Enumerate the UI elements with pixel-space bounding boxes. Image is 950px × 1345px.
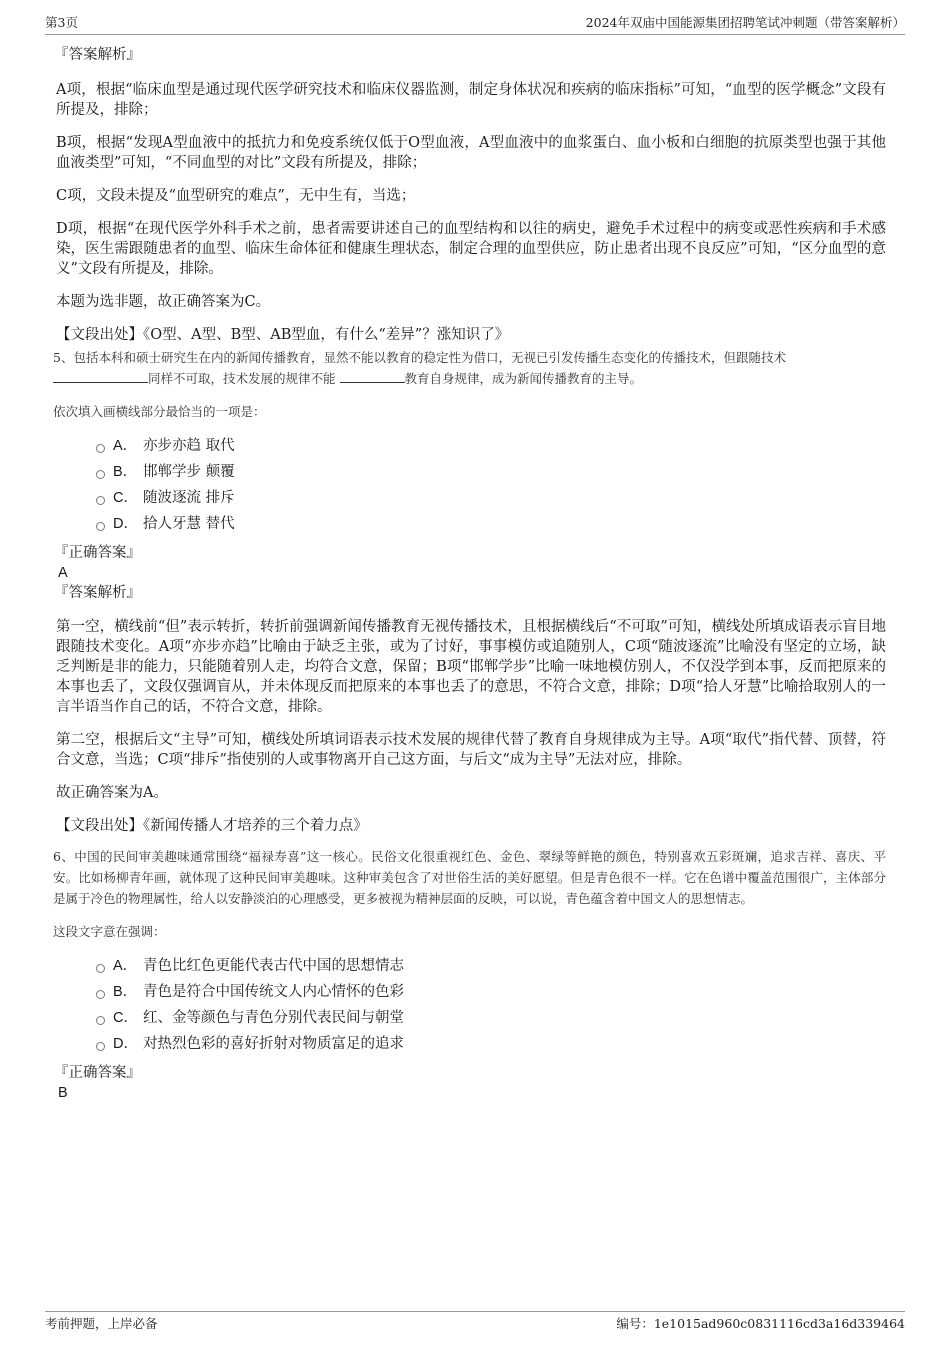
correct-answer: A	[58, 565, 68, 581]
radio-icon[interactable]	[96, 1042, 105, 1051]
analysis-paragraph: D项，根据“在现代医学外科手术之前，患者需要讲述自己的血型结构和以往的病史，避免手术过程中的病变或恶性疾病和手术感染，医生需跟随患者的血型、临床生命体征和健康生理状态，制定合理的血型供应，防止患者出现不良反应”可知，“区分血型的意义”文段有所提及，排除。	[56, 221, 886, 277]
option-a[interactable]	[96, 433, 886, 459]
question-stem: 6、中国的民间审美趣味通常围绕“福禄寿喜”这一核心。民俗文化很重视红色、金色、翠绿等鲜艳的颜色，特别喜欢五彩斑斓，追求吉祥、喜庆、平安。比如杨柳青年画，就体现了这种民间审美趣味。这种审美包含了对世俗生活的美好愿望。但是青色很不一样。它在色谱中覆盖范围很广，主体部分是属于冷色的物理属性，给人以安静淡泊的心理感受，更多被视为精神层面的反映，可以说，青色蕴含着中国文人的思想情志。	[53, 849, 886, 906]
answer-label: 『正确答案』	[54, 545, 141, 561]
radio-icon[interactable]	[96, 990, 105, 999]
option-c[interactable]	[96, 485, 886, 511]
option-text: 青色是符合中国传统文人内心情怀的色彩	[143, 984, 404, 1000]
radio-icon[interactable]	[96, 964, 105, 973]
option-letter: D．	[113, 1036, 138, 1052]
answer-label: 『正确答案』	[54, 1065, 141, 1081]
analysis-label: 『答案解析』	[54, 585, 141, 601]
option-list	[96, 433, 886, 537]
analysis-label: 『答案解析』	[54, 47, 141, 63]
option-list	[96, 953, 886, 1057]
option-b[interactable]	[96, 979, 886, 1005]
analysis-paragraph: 故正确答案为A。	[56, 785, 168, 801]
analysis-paragraph: 第二空，根据后文“主导”可知，横线处所填词语表示技术发展的规律代替了教育自身规律成为主导。A项“取代”指代替、顶替，符合文意，当选；C项“排斥”指使别的人或事物离开自己这方面，与后文“成为主导”无法对应，排除。	[56, 732, 886, 768]
option-letter: A．	[113, 958, 138, 974]
radio-icon[interactable]	[96, 470, 105, 479]
fill-blank	[53, 381, 148, 383]
document-title: 2024年双庙中国能源集团招聘笔试冲刺题（带答案解析）	[585, 15, 905, 30]
analysis-paragraph: A项，根据“临床血型是通过现代医学研究技术和临床仪器监测，制定身体状况和疾病的临床指标”可知，“血型的医学概念”文段有所提及，排除；	[56, 82, 886, 118]
option-text: 拾人牙慧 替代	[143, 516, 235, 532]
option-b[interactable]	[96, 459, 886, 485]
radio-icon[interactable]	[96, 522, 105, 531]
source-citation: 【文段出处】《O型、A型、B型、AB型血，有什么“差异”？涨知识了》	[56, 327, 510, 343]
fill-blank	[340, 381, 405, 383]
option-d[interactable]	[96, 511, 886, 537]
source-citation: 【文段出处】《新闻传播人才培养的三个着力点》	[56, 818, 368, 834]
option-d[interactable]	[96, 1031, 886, 1057]
option-letter: C．	[113, 490, 138, 506]
footer-slogan: 考前押题，上岸必备	[45, 1316, 158, 1331]
option-text: 邯郸学步 颠覆	[143, 464, 235, 480]
option-text: 亦步亦趋 取代	[143, 438, 235, 454]
document-id: 编号：1e1015ad960c0831116cd3a16d339464	[616, 1316, 905, 1331]
analysis-paragraph: C项，文段未提及“血型研究的难点”，无中生有，当选；	[56, 188, 416, 204]
option-c[interactable]	[96, 1005, 886, 1031]
page-number: 第3页	[45, 15, 78, 30]
question-stem-part: 5、包括本科和硕士研究生在内的新闻传播教育，显然不能以教育的稳定性为借口，无视已引发传播生态变化的传播技术，但跟随技术	[53, 350, 786, 365]
page-footer	[45, 1311, 905, 1331]
document-body	[53, 45, 886, 1103]
option-text: 青色比红色更能代表古代中国的思想情志	[143, 958, 404, 974]
option-text: 对热烈色彩的喜好折射对物质富足的追求	[143, 1036, 404, 1052]
radio-icon[interactable]	[96, 444, 105, 453]
question-prompt: 这段文字意在强调：	[53, 924, 166, 939]
option-letter: A．	[113, 438, 138, 454]
analysis-paragraph: 本题为选非题，故正确答案为C。	[56, 294, 271, 310]
option-text: 随波逐流 排斥	[143, 490, 235, 506]
question-stem	[53, 347, 886, 389]
analysis-paragraph: 第一空，横线前“但”表示转折，转折前强调新闻传播教育无视传播技术，且根据横线后“不可取”可知，横线处所填成语表示盲目地跟随技术变化。A项“亦步亦趋”比喻由于缺乏主张，或为了讨好，事事模仿或追随别人，C项“随波逐流”比喻没有坚定的立场，缺乏判断是非的能力，只能随着别人走，均符合文意，保留；B项“邯郸学步”比喻一味地模仿别人，不仅没学到本事，反而把原来的本事也丢了，文段仅强调盲从，并未体现反而把原来的本事也丢了的意思，不符合文意，排除；D项“拾人牙慧”比喻拾取别人的一言半语当作自己的话，不符合文意，排除。	[56, 619, 886, 715]
analysis-paragraph: B项，根据“发现A型血液中的抵抗力和免疫系统仅低于O型血液，A型血液中的血浆蛋白、血小板和白细胞的抗原类型也强于其他血液类型”可知，“不同血型的对比”文段有所提及，排除；	[56, 135, 886, 171]
option-a[interactable]	[96, 953, 886, 979]
question-stem-part: 同样不可取，技术发展的规律不能	[148, 371, 336, 386]
option-letter: D．	[113, 516, 138, 532]
radio-icon[interactable]	[96, 1016, 105, 1025]
question-prompt: 依次填入画横线部分最恰当的一项是：	[53, 404, 266, 419]
option-letter: C．	[113, 1010, 138, 1026]
question-stem-part: 教育自身规律，成为新闻传播教育的主导。	[404, 371, 643, 386]
radio-icon[interactable]	[96, 496, 105, 505]
correct-answer: B	[58, 1085, 68, 1101]
option-letter: B．	[113, 464, 138, 480]
option-text: 红、金等颜色与青色分别代表民间与朝堂	[143, 1010, 404, 1026]
page-header	[45, 14, 905, 35]
option-letter: B．	[113, 984, 138, 1000]
